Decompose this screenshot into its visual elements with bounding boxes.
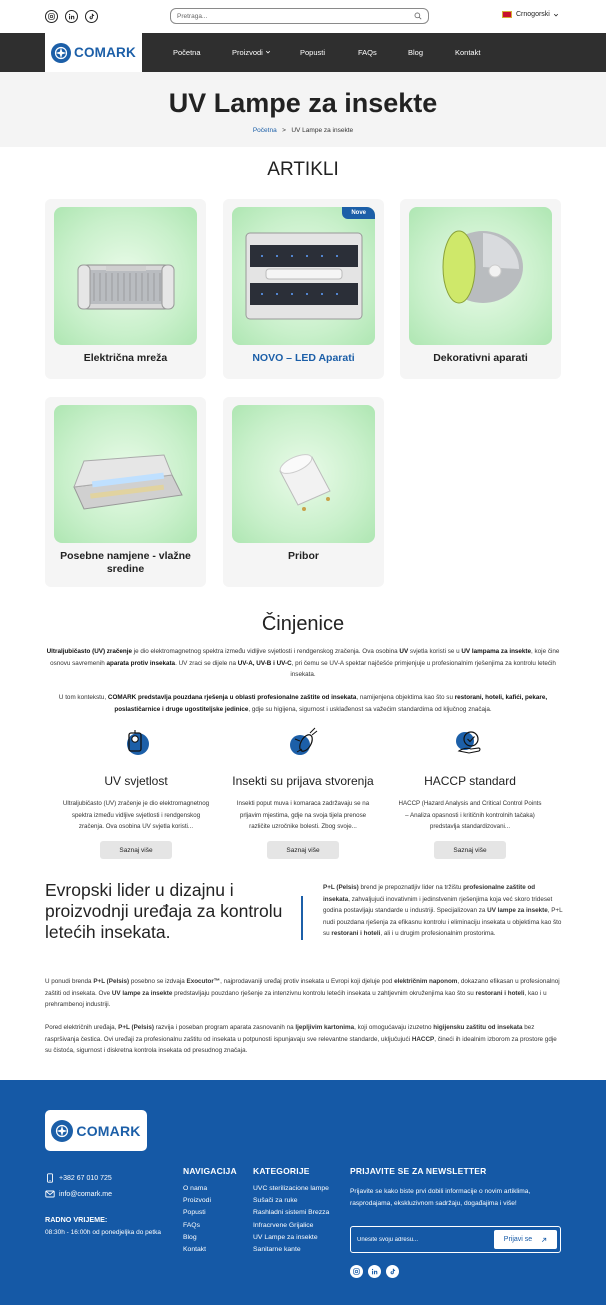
working-hours-title: RADNO VRIJEME: <box>45 1215 108 1224</box>
nav-link-proizvodi-label: Proizvodi <box>232 48 263 57</box>
top-bar <box>0 0 606 33</box>
footer-nav-list <box>183 1183 211 1256</box>
footer-email[interactable] <box>45 1189 112 1199</box>
articles-title: ARTIKLI <box>267 159 339 180</box>
leader-body-paragraph-2: Pored električnih uređaja, P+L (Pelsis) razvija i poseban program aparata zasnovanih na ljepljivim kartonima, koji omogućavaju izuzetno higijensku zaštitu od insekata bez raspršivanja čestica. Ovi uređaji za profesionalnu zaštitu od insekata u potpunosti ispunjavaju sve relevantne standarde, uključujući HACCP, čineći ih idealnim izborom za prostore gdje su čistoća, sigurnost i diskretna kontrola insekata od presudnog značaja. <box>45 1024 557 1055</box>
nav-link-faqs[interactable]: FAQs <box>358 48 377 57</box>
footer-nav-link[interactable]: Blog <box>183 1233 197 1241</box>
nav-link-blog[interactable]: Blog <box>408 48 424 57</box>
product-card-label: Pribor <box>288 550 319 562</box>
main-nav <box>0 33 606 72</box>
footer-email-text: info@comark.me <box>59 1190 113 1198</box>
product-card-dekorativni[interactable] <box>400 199 561 379</box>
language-selector[interactable] <box>502 11 559 18</box>
leader-intro-text: P+L (Pelsis) brend je prepoznatljiv lider na tržištu profesionalne zaštite od insekata, zahvaljujući inovativnim i jedinstvenim rješenjima koja već skoro trideset godina postavljaju standarde u industriji. Specijalizovan za UV lampe za insekte, P+L nudi pouzdana rješenja za efikasnu kontrolu i eliminaciju insekata u objektima kao što su restorani i hoteli, ali i u drugim profesionalnim prostorima. <box>323 884 563 938</box>
arrow-up-right-icon <box>541 1237 547 1243</box>
breadcrumb-current: UV Lampe za insekte <box>291 127 354 134</box>
comark-logo-icon <box>51 1120 73 1142</box>
product-card-elektricna-mreza[interactable] <box>45 199 206 379</box>
working-hours-text: 08:30h - 16:00h od ponedjeljka do petka <box>45 1229 162 1236</box>
breadcrumb-separator: > <box>282 127 286 134</box>
language-label: Crnogorski <box>516 11 550 18</box>
chevron-down-icon <box>265 49 271 55</box>
feature-title: UV svjetlost <box>104 774 168 788</box>
instagram-icon[interactable] <box>350 1265 363 1278</box>
newsletter-title: PRIJAVITE SE ZA NEWSLETTER <box>350 1166 487 1176</box>
linkedin-icon[interactable] <box>368 1265 381 1278</box>
footer-nav-link[interactable]: Kontakt <box>183 1246 207 1254</box>
linkedin-icon[interactable] <box>65 10 78 23</box>
cockroach-icon <box>288 727 318 757</box>
phone-icon <box>45 1173 55 1183</box>
product-card-label: Dekorativni aparati <box>433 352 528 364</box>
product-card-novo-led[interactable] <box>223 199 384 379</box>
nav-link-proizvodi[interactable] <box>232 48 271 57</box>
montenegro-flag-icon <box>502 11 512 18</box>
nav-link-kontakt[interactable]: Kontakt <box>455 48 481 57</box>
newsletter-email-input[interactable] <box>357 1234 487 1246</box>
product-card-label: Električna mreža <box>83 352 168 364</box>
footer-phone-text: +382 67 010 725 <box>59 1174 112 1182</box>
search-box <box>170 8 429 24</box>
footer-category-link[interactable]: UV Lampe za insekte <box>253 1233 318 1241</box>
breadcrumb <box>0 127 606 134</box>
footer-category-link[interactable]: UVC sterilizacione lampe <box>253 1185 329 1192</box>
leader-heading: Evropski lider u dizajnu i proizvodnji uređaja za kontrolu letećih insekata. <box>45 880 283 942</box>
uv-lamp-icon <box>121 727 151 757</box>
footer-categories-title: KATEGORIJE <box>253 1166 310 1176</box>
accent-divider <box>301 896 303 940</box>
facts-paragraph-2: U tom kontekstu, COMARK predstavlja pouzdana rješenja u oblasti profesionalne zaštite od insekata, namijenjena objektima kao što su restorani, hoteli, kafići, pekare, poslastičarnice i druge ugostiteljske jedinice, gdje su higijena, sigurnost i usklađenost sa važećim standardima od ključnog značaja. <box>58 694 548 713</box>
comark-logo <box>51 43 136 63</box>
instagram-icon[interactable] <box>45 10 58 23</box>
footer-logo-link[interactable] <box>45 1110 147 1151</box>
tiktok-icon[interactable] <box>85 10 98 23</box>
nav-link-popusti[interactable]: Popusti <box>300 48 326 57</box>
product-image <box>409 207 552 345</box>
learn-more-button[interactable]: Saznaj više <box>100 841 172 859</box>
new-badge: Nove <box>342 207 375 219</box>
footer-category-link[interactable]: Sanitarne kante <box>253 1246 301 1254</box>
leader-body-paragraph-1: U ponudi brenda P+L (Pelsis) posebno se izdvaja Exocutor™, najprodavaniji uređaj protiv insekata u Evropi koji djeluje pod električnim naponom, dokazano efikasan u profesionalnoj zaštiti od insekata. Ove UV lampe za insekte predstavljaju pouzdano rješenje za intenzivnu kontrolu letećih insekata u zahtjevnim okruženjima kao što su restorani i hoteli, kao i u prehrambenoj industriji. <box>45 978 560 1009</box>
newsletter-text: Prijavite se kako biste prvi dobili informacije o novim artiklima, rasprodajama, ekskluzivnom sadržaju, događajima i više! <box>350 1188 531 1207</box>
footer-category-link[interactable]: Rashladni sistemi Brezza <box>253 1209 330 1217</box>
logo-wordmark: COMARK <box>76 1122 141 1139</box>
footer-categories-list <box>253 1183 329 1256</box>
comark-logo-icon <box>51 43 71 63</box>
haccp-hand-icon <box>455 727 485 757</box>
search-icon[interactable] <box>414 12 422 20</box>
product-card-pribor[interactable] <box>223 397 384 587</box>
comark-logo <box>51 1120 140 1142</box>
footer-nav-link[interactable]: Proizvodi <box>183 1197 211 1205</box>
search-input[interactable] <box>177 10 407 22</box>
footer-category-link[interactable]: Sušači za ruke <box>253 1197 298 1205</box>
footer-phone[interactable] <box>45 1173 112 1183</box>
newsletter-form <box>350 1226 561 1253</box>
product-image <box>54 405 197 543</box>
product-image <box>54 207 197 345</box>
feature-title: Insekti su prijava stvorenja <box>232 774 374 788</box>
logo-wordmark: COMARK <box>74 45 136 60</box>
product-image <box>232 207 375 345</box>
chevron-down-icon <box>553 12 559 18</box>
breadcrumb-home-link[interactable]: Početna <box>252 127 277 134</box>
product-card-posebne-namjene[interactable] <box>45 397 206 587</box>
email-icon <box>45 1189 55 1199</box>
tiktok-icon[interactable] <box>386 1265 399 1278</box>
learn-more-button[interactable]: Saznaj više <box>434 841 506 859</box>
product-card-label: NOVO – LED Aparati <box>252 352 355 364</box>
logo-link[interactable] <box>45 33 142 72</box>
page-hero <box>0 72 606 147</box>
feature-text: HACCP (Hazard Analysis and Critical Control Points – Analiza opasnosti i kritičnih kontrolnih tačaka) predstavlja standardizovani... <box>398 800 542 830</box>
footer-nav-link[interactable]: Popusti <box>183 1209 206 1217</box>
learn-more-button[interactable]: Saznaj više <box>267 841 339 859</box>
newsletter-subscribe-button[interactable] <box>494 1230 557 1249</box>
footer-nav-link[interactable]: FAQs <box>183 1221 200 1229</box>
product-image <box>232 405 375 543</box>
feature-text: Ultraljubičasto (UV) zračenje je dio elektromagnetnog spektra između vidljive svjetlosti i rendgenskog zračenja. Ova osobina UV svjetla koristi... <box>62 800 210 830</box>
product-card-label: Posebne namjene - vlažne sredine <box>60 550 191 575</box>
footer-category-link[interactable]: Infracrvene Grijalice <box>253 1221 314 1229</box>
newsletter-subscribe-label: Prijavi se <box>503 1236 533 1243</box>
nav-link-pocetna[interactable]: Početna <box>173 48 201 57</box>
footer-nav-title: NAVIGACIJA <box>183 1166 237 1176</box>
facts-title: Činjenice <box>261 613 345 635</box>
feature-text: Insekti poput muva i komaraca zadržavaju se na prljavim mjestima, gdje na svoja tijela prenose različite uzročnike bolesti. Zbog svoje... <box>236 800 370 830</box>
footer-nav-link[interactable]: O nama <box>183 1185 208 1192</box>
facts-paragraph-1: Ultraljubičasto (UV) zračenje je dio elektromagnetnog spektra između vidljive svjetlosti i rendgenskog zračenja. Ova osobina UV svjetla koristi se u UV lampama za insekte, koje čine osnovu savremenih aparata protiv insekata. UV zraci se dijele na UV-A, UV-B i UV-C, pri čemu se UV-A spektar najčešće primjenjuje u profesionalnim rješenjima za kontrolu letećih insekata. <box>46 648 560 678</box>
feature-title: HACCP standard <box>424 774 516 788</box>
page-title: UV Lampe za insekte <box>168 88 438 118</box>
